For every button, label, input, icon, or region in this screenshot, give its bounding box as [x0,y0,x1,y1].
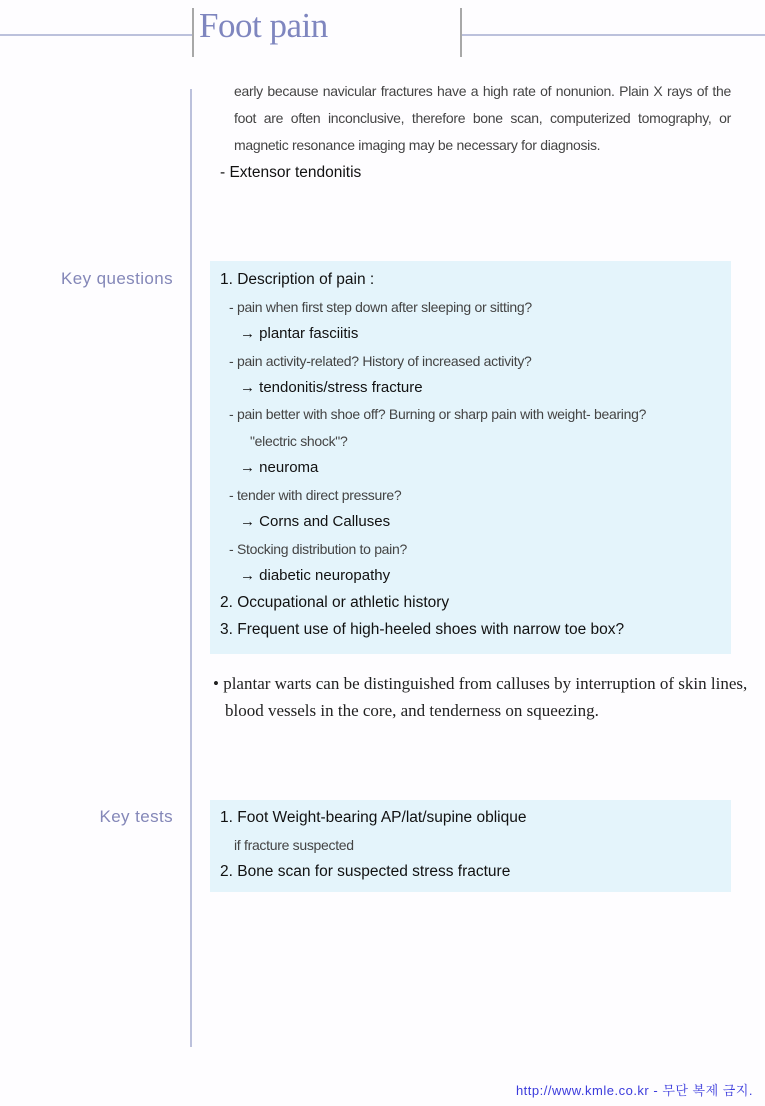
question-answer: → tendonitis/stress fracture [240,379,423,396]
intro-line-3: magnetic resonance imaging may be necessary for diagnosis. [234,137,601,153]
question-item: - Stocking distribution to pain? [229,541,407,557]
plantar-warts-note-line-2: blood vessels in the core, and tenderness on squeezing. [225,701,599,720]
margin-rule [190,89,192,1047]
page-title: Foot pain [199,6,328,45]
test-item-note: if fracture suspected [234,837,354,853]
key-tests-box [210,800,731,892]
header-divider-right [460,8,462,57]
header-rule-left [0,34,192,36]
section-label-key-questions: Key questions [61,269,173,288]
question-answer: → plantar fasciitis [240,325,359,342]
section-label-key-tests: Key tests [99,807,173,826]
test-item: 1. Foot Weight-bearing AP/lat/supine oblique [220,809,527,826]
question-item: - tender with direct pressure? [229,487,402,503]
question-item: 3. Frequent use of high-heeled shoes with narrow toe box? [220,621,625,638]
question-item: - pain better with shoe off? Burning or sharp pain with weight- bearing? [229,406,647,422]
question-item: 1. Description of pain : [220,271,375,288]
key-questions-box [210,261,731,654]
question-item: - pain when first step down after sleeping or sitting? [229,299,532,315]
header-rule-right [462,34,765,36]
intro-line-2: foot are often inconclusive, therefore bone scan, computerized tomography, or [234,110,731,126]
question-item: 2. Occupational or athletic history [220,594,450,611]
intro-bullet: - Extensor tendonitis [220,164,362,181]
question-answer: → diabetic neuropathy [240,567,391,584]
test-item: 2. Bone scan for suspected stress fracture [220,863,511,880]
question-item: - pain activity-related? History of increased activity? [229,353,532,369]
plantar-warts-note-line-1: • plantar warts can be distinguished from calluses by interruption of skin lines, [213,674,748,693]
question-answer: → neuroma [240,459,319,476]
question-item-continuation: "electric shock"? [250,433,348,449]
header-divider-left [192,8,194,57]
footer-copyright: http://www.kmle.co.kr - 무단 복제 금지. [515,1083,753,1098]
question-answer: → Corns and Calluses [240,513,391,530]
intro-line-1: early because navicular fractures have a high rate of nonunion. Plain X rays of the [234,83,731,99]
